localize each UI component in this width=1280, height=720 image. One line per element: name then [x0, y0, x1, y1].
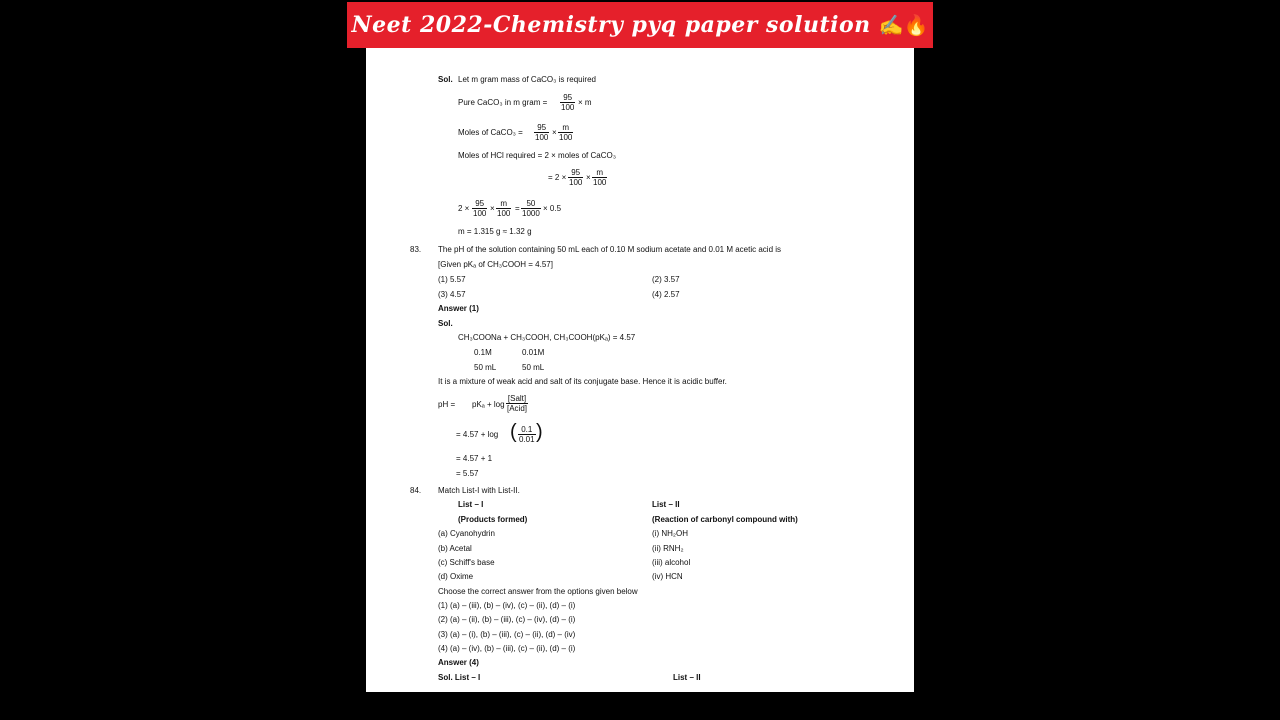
reaction-line: CH₃COONa + CH₃COOH, CH₃COOH(pKₐ) = 4.57: [458, 333, 636, 342]
list2-item: (ii) RNH₂: [652, 544, 684, 553]
final-prefix: 2 ×: [458, 204, 470, 213]
answer-label: Answer (4): [438, 658, 479, 667]
times-sign: ×: [552, 128, 557, 137]
times-sign: ×: [490, 204, 495, 213]
ph-step-3: = 5.57: [456, 469, 479, 478]
option-1: (1) (a) – (iii), (b) – (iv), (c) – (ii), (d) – (i): [438, 601, 576, 610]
list2-item: (iv) HCN: [652, 572, 683, 581]
document-page: [366, 48, 914, 692]
question-number: 83.: [410, 245, 422, 254]
list1-item: (c) Schiff's base: [438, 558, 495, 567]
right-paren: ): [536, 421, 543, 443]
question-text: The pH of the solution containing 50 mL each of 0.10 M sodium acetate and 0.01 M acetic acid is: [438, 245, 782, 254]
answer-label: Answer (1): [438, 304, 479, 313]
question-text: Match List-I with List-II.: [438, 486, 520, 495]
sol-list2-heading: List – II: [673, 673, 701, 682]
fraction: $\frac{95}{100}$: [535, 123, 549, 142]
fraction: $\frac{0.1}{0.01}$: [519, 425, 535, 444]
fraction: $\frac{m}{100}$: [559, 123, 573, 142]
option-2: (2) 3.57: [652, 275, 680, 284]
equals-sign: =: [515, 204, 520, 213]
ph-label: pH =: [438, 400, 456, 409]
list1-item: (b) Acetal: [438, 544, 472, 553]
list2-subheading: (Reaction of carbonyl compound with): [652, 515, 798, 524]
volume-1: 50 mL: [474, 363, 497, 372]
option-4: (4) 2.57: [652, 290, 680, 299]
question-number: 84.: [410, 486, 422, 495]
option-4: (4) (a) – (iv), (b) – (iii), (c) – (ii), (d) – (i): [438, 644, 576, 653]
pure-suffix: × m: [578, 98, 592, 107]
fraction: $\frac{50}{1000}$: [522, 199, 540, 218]
option-2: (2) (a) – (ii), (b) – (iii), (c) – (iv), (d) – (i): [438, 615, 576, 624]
pencil-fire-icon: ✍🔥: [878, 14, 929, 37]
banner-title: Neet 2022-Chemistry pyq paper solution: [351, 12, 871, 38]
option-3: (3) (a) – (i), (b) – (iii), (c) – (ii), (d) – (iv): [438, 630, 576, 639]
final-suffix: × 0.5: [543, 204, 562, 213]
given-text: [Given pKₐ of CH₃COOH = 4.57]: [438, 260, 553, 269]
concentration-1: 0.1M: [474, 348, 492, 357]
fraction: $\frac{m}{100}$: [593, 168, 607, 187]
title-banner: [347, 2, 933, 48]
ph-step-2: = 4.57 + 1: [456, 454, 493, 463]
fraction: $\frac{95}{100}$: [569, 168, 583, 187]
list2-item: (iii) alcohol: [652, 558, 691, 567]
ph-expression: pKₐ + log: [472, 400, 505, 409]
list1-item: (d) Oxime: [438, 572, 474, 581]
result-line: m = 1.315 g ≈ 1.32 g: [458, 227, 532, 236]
volume-2: 50 mL: [522, 363, 545, 372]
option-1: (1) 5.57: [438, 275, 466, 284]
times-sign: ×: [586, 173, 591, 182]
sol-label: Sol.: [438, 75, 453, 84]
sol-list1-heading: Sol. List – I: [438, 673, 481, 682]
moles-caco3-label: Moles of CaCO₃ =: [458, 128, 523, 137]
choose-text: Choose the correct answer from the options given below: [438, 587, 638, 596]
list1-item: (a) Cyanohydrin: [438, 529, 495, 538]
fraction: [Salt] [Acid]: [507, 394, 528, 413]
eq-prefix: = 2 ×: [548, 173, 567, 182]
concentration-2: 0.01M: [522, 348, 545, 357]
fraction: $\frac{95}{100}$: [473, 199, 487, 218]
sol-intro: Let m gram mass of CaCO₃ is required: [458, 75, 596, 84]
buffer-note: It is a mixture of weak acid and salt of its conjugate base. Hence it is acidic buffer.: [438, 377, 727, 386]
hcl-line: Moles of HCl required = 2 × moles of CaCO₃: [458, 151, 616, 160]
list1-subheading: (Products formed): [458, 515, 528, 524]
list1-heading: List – I: [458, 500, 484, 509]
sol-label: Sol.: [438, 319, 453, 328]
list2-heading: List – II: [652, 500, 680, 509]
ph-step-1: = 4.57 + log: [456, 430, 499, 439]
fraction: $\frac{95}{100}$: [561, 93, 575, 112]
option-3: (3) 4.57: [438, 290, 466, 299]
left-paren: (: [510, 421, 517, 443]
fraction: $\frac{m}{100}$: [497, 199, 511, 218]
list2-item: (i) NH₂OH: [652, 529, 688, 538]
pure-caco3-label: Pure CaCO₃ in m gram =: [458, 98, 548, 107]
